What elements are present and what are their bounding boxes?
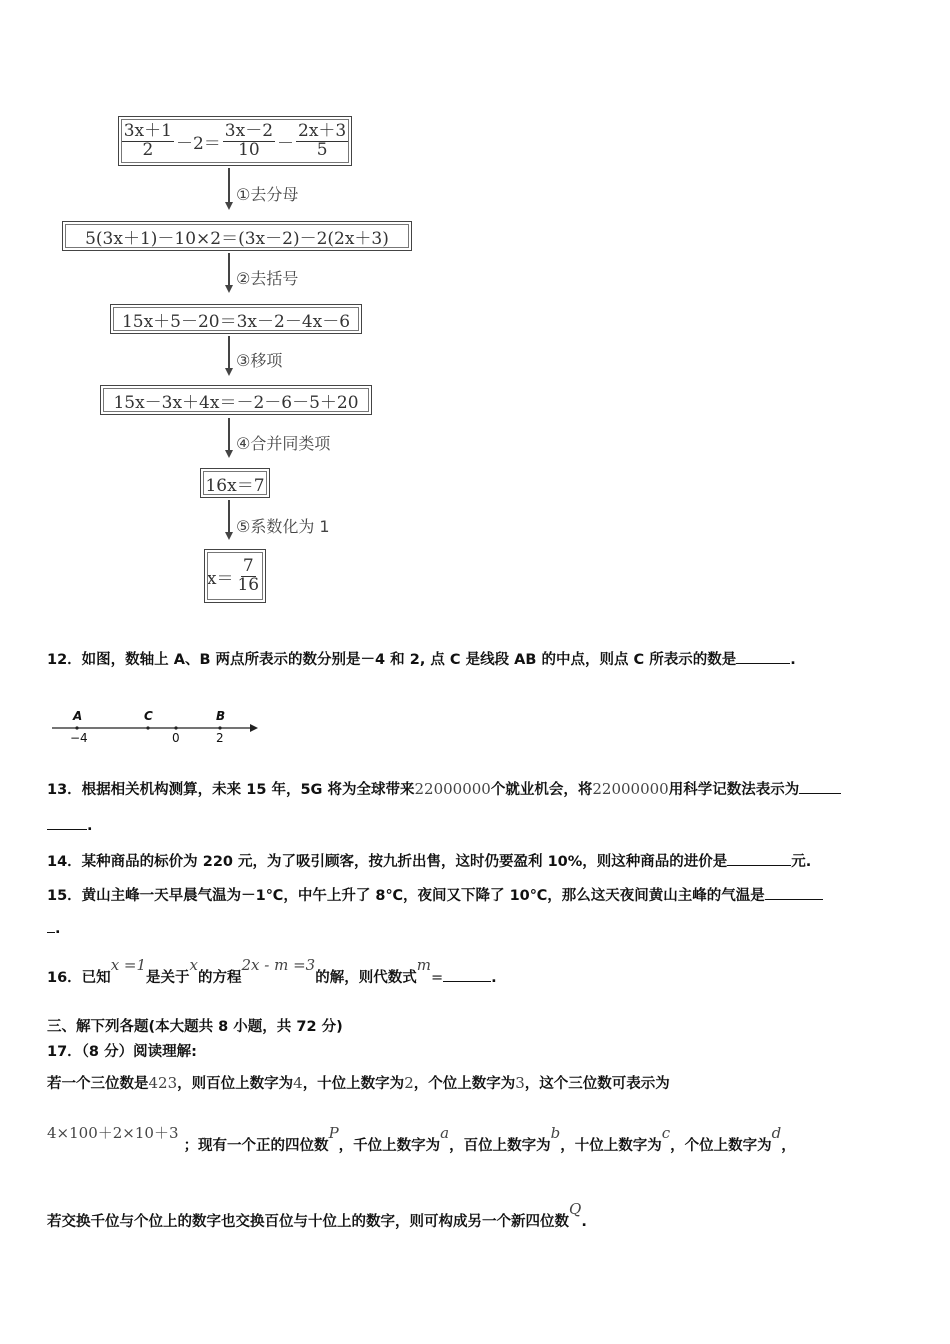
tick-label-2: 2 <box>216 731 224 745</box>
step-label-3: ③移项 <box>236 351 283 370</box>
answer-blank <box>47 815 87 830</box>
equation-box-3: 15x＋5－20＝3x－2－4x－6 <box>110 304 362 334</box>
arrow-1 <box>228 168 230 204</box>
arrow-3 <box>228 336 230 370</box>
question-15: 15．黄山主峰一天早晨气温为－1℃，中午上升了 8℃，夜间又下降了 10℃，那么这天夜间黄山主峰的气温是 <box>47 884 823 905</box>
label-c: C <box>144 709 153 723</box>
arrow-2 <box>228 253 230 287</box>
tick-zero <box>174 726 177 729</box>
question-17-line-3: 若交换千位与个位上的数字也交换百位与十位上的数字，则可构成另一个新四位数Q. <box>47 1200 587 1230</box>
fraction-2: $\frac{3x-2}{10}$ <box>224 120 274 160</box>
arrow-head-icon <box>250 724 258 732</box>
question-17-title: 17．（8 分）阅读理解: <box>47 1044 197 1060</box>
section-heading: 三、解下列各题(本大题共 8 小题，共 72 分) <box>47 1019 343 1035</box>
label-a: A <box>73 709 83 723</box>
answer-blank <box>443 967 491 982</box>
point-b <box>218 726 221 729</box>
arrow-head-icon <box>225 285 233 293</box>
question-15-cont: . <box>47 918 61 937</box>
equation-box-2: 5(3x＋1)－10×2＝(3x－2)－2(2x＋3) <box>62 221 412 251</box>
arrow-head-icon <box>225 202 233 210</box>
answer-blank <box>799 779 841 794</box>
answer-blank <box>736 649 790 664</box>
fraction-3: $\frac{2x+3}{5}$ <box>298 120 347 160</box>
question-17-line-1: 若一个三位数是423，则百位上数字为4，十位上数字为2，个位上数字为3，这个三位数可表示为 <box>47 1074 670 1092</box>
equation-text: －2＝ <box>175 133 221 154</box>
equation-box-5: 16x＝7 <box>200 468 270 498</box>
question-16: 16．已知x =1是关于x的方程2x - m =3的解，则代数式m= . <box>47 956 497 986</box>
equation-text: － <box>277 133 295 154</box>
equation-box-4: 15x－3x＋4x＝－2－6－5＋20 <box>100 385 372 415</box>
step-label-5: ⑤系数化为 1 <box>236 517 330 536</box>
arrow-5 <box>228 500 230 534</box>
point-a <box>75 726 78 729</box>
question-13: 13．根据相关机构测算，未来 15 年，5G 将为全球带来22000000个就业机会，将22000000用科学记数法表示为 <box>47 778 841 799</box>
answer-blank <box>47 918 55 933</box>
arrow-4 <box>228 418 230 452</box>
fraction-1: $\frac{3x+1}{2}$ <box>123 120 172 160</box>
fraction-result: $\frac{7}{16}$ <box>237 555 260 595</box>
question-17-line-2: 4×100＋2×10＋3 ；现有一个正的四位数P，千位上数字为a，百位上数字为b，十位上数字为c，个位上数字为d， <box>47 1124 796 1154</box>
arrow-head-icon <box>225 368 233 376</box>
answer-blank <box>765 885 823 900</box>
equation-box-6 <box>204 549 266 603</box>
arrow-head-icon <box>225 532 233 540</box>
tick-label-minus4: −4 <box>70 731 88 745</box>
tick-label-0: 0 <box>172 731 180 745</box>
step-label-4: ④合并同类项 <box>236 434 331 453</box>
step-label-1: ①去分母 <box>236 185 299 204</box>
question-13-cont: . <box>47 815 93 834</box>
arrow-head-icon <box>225 450 233 458</box>
equation-text: x＝ <box>206 568 234 589</box>
point-c <box>146 726 149 729</box>
equation-box-1 <box>118 116 352 166</box>
question-12: 12．如图，数轴上 A、B 两点所表示的数分别是－4 和 2, 点 C 是线段 AB 的中点，则点 C 所表示的数是 . <box>47 648 796 669</box>
label-b: B <box>216 709 226 723</box>
step-label-2: ②去括号 <box>236 269 299 288</box>
answer-blank <box>727 851 791 866</box>
question-14: 14．某种商品的标价为 220 元，为了吸引顾客，按九折出售，这时仍要盈利 10%，则这种商品的进价是 元. <box>47 850 811 871</box>
